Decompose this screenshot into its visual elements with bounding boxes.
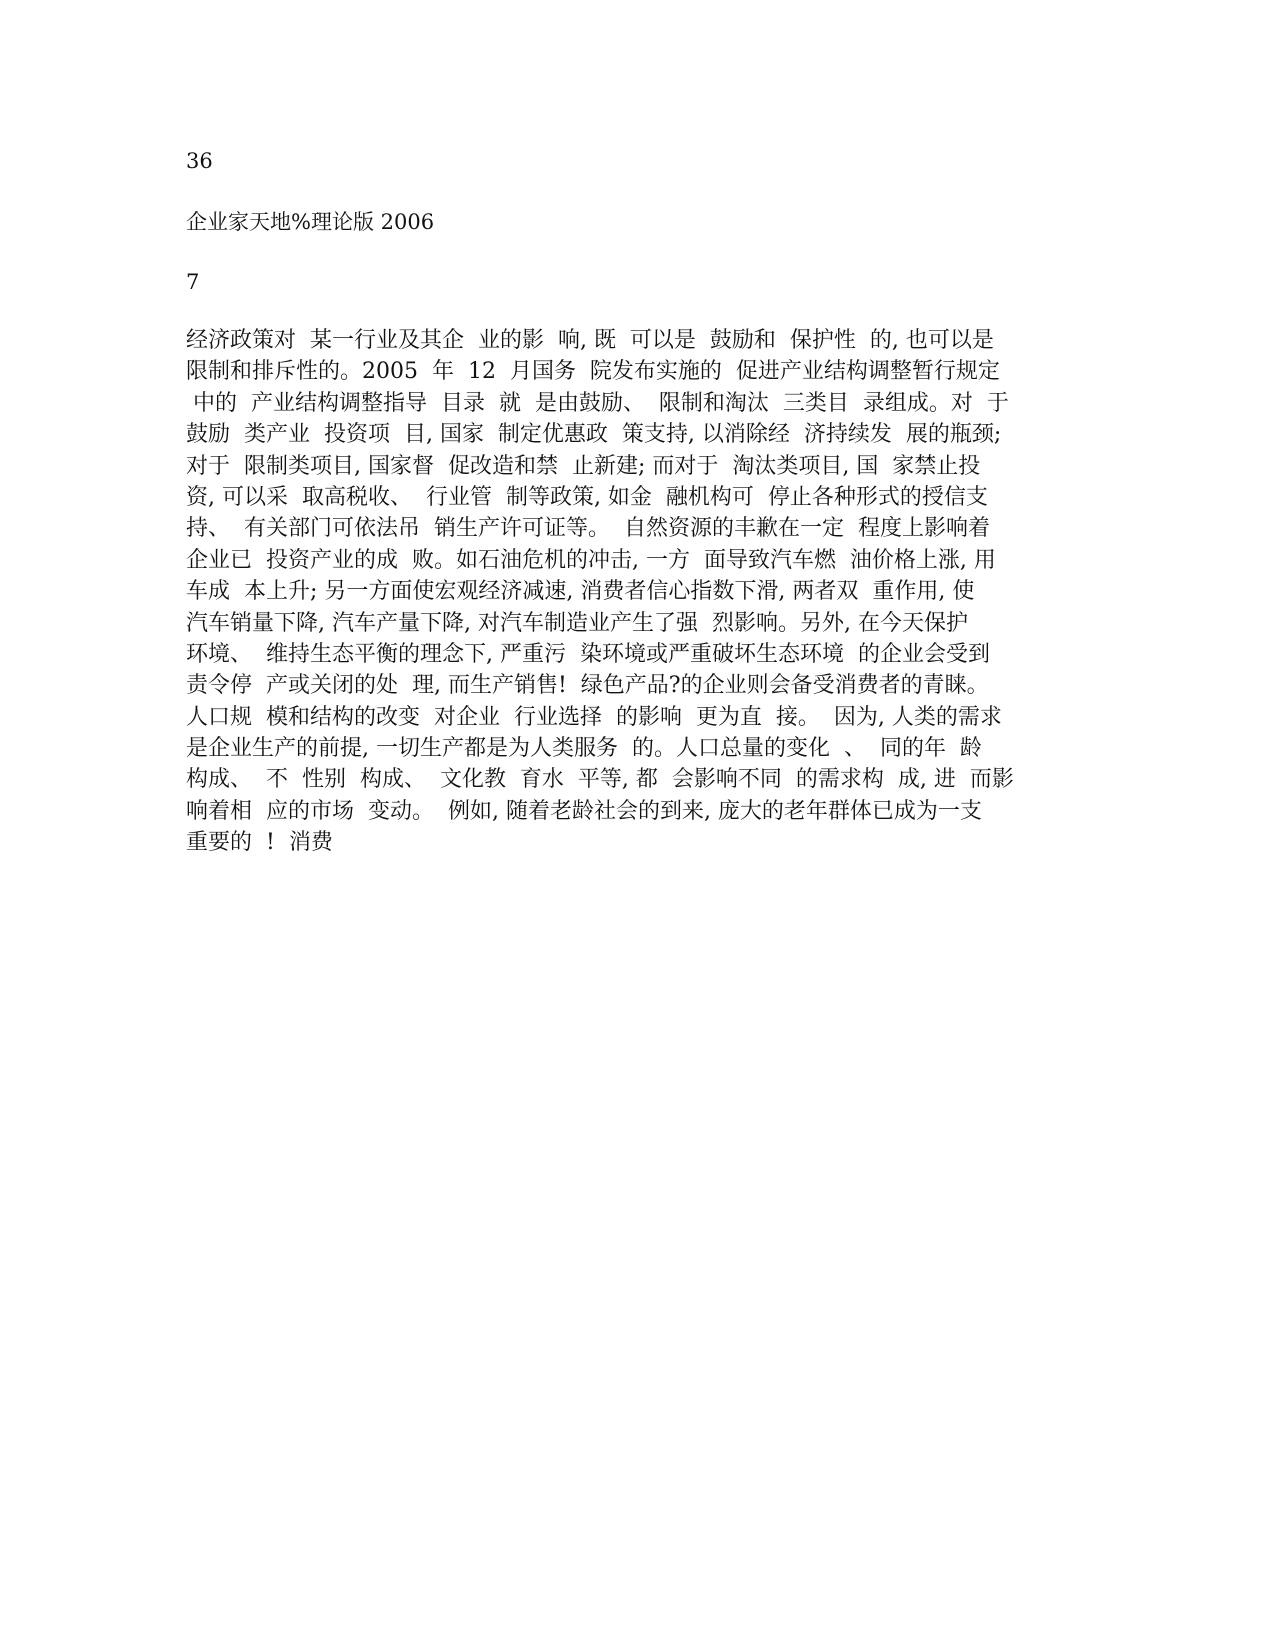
issue-number: 7 [186,270,200,294]
body-line: 汽车销量下降, 汽车产量下降, 对汽车制造业产生了强 烈影响。另外, 在今天保护 [186,610,968,636]
body-line: 责令停 产或关闭的处 理, 而生产销售! 绿色产品?的企业则会备受消费者的青睐。 [186,673,989,699]
body-line: 企业已 投资产业的成 败。如石油危机的冲击, 一方 面导致汽车燃 油价格上涨, 用 [186,547,996,573]
body-line: 经济政策对 某一行业及其企 业的影 响, 既 可以是 鼓励和 保护性 的, 也可以是 [186,328,994,353]
page-number: 36 [186,149,213,173]
body-line: 响着相 应的市场 变动。 例如, 随着老龄社会的到来, 庞大的老年群体已成为一支 [186,798,982,824]
body-line: 中的 产业结构调整指导 目录 就 是由鼓励、 限制和淘汰 三类目 录组成。对 于 [186,390,1009,416]
body-line: 重要的 ! 消费 [186,830,333,856]
body-line: 人口规 模和结构的改变 对企业 行业选择 的影响 更为直 接。 因为, 人类的需求 [186,704,1002,730]
body-line: 环境、 维持生态平衡的理念下, 严重污 染环境或严重破坏生态环境 的企业会受到 [186,641,990,667]
body-line: 构成、 不 性别 构成、 文化教 育水 平等, 都 会影响不同 的需求构 成, 进 而影 [186,767,1014,793]
body-line: 资, 可以采 取高税收、 行业管 制等政策, 如金 融机构可 停止各种形式的授信支 [186,484,988,510]
body-line: 对于 限制类项目, 国家督 促改造和禁 止新建; 而对于 淘汰类项目, 国 家禁止投 [186,453,981,479]
body-line: 车成 本上升; 另一方面使宏观经济减速, 消费者信心指数下滑, 两者双 重作用, 使 [186,579,975,605]
journal-title: 企业家天地%理论版 2006 [186,210,435,234]
article-body [186,325,1091,859]
body-line: 是企业生产的前提, 一切生产都是为人类服务 的。人口总量的变化 、 同的年 龄 [186,736,982,762]
body-line: 鼓励 类产业 投资项 目, 国家 制定优惠政 策支持, 以消除经 济持续发 展的瓶颈; [186,422,1002,448]
body-line: 持、 有关部门可依法吊 销生产许可证等。 自然资源的丰歉在一定 程度上影响着 [186,516,990,542]
body-line: 限制和排斥性的。2005 年 12 月国务 院发布实施的 促进产业结构调整暂行规定 [186,359,1000,385]
